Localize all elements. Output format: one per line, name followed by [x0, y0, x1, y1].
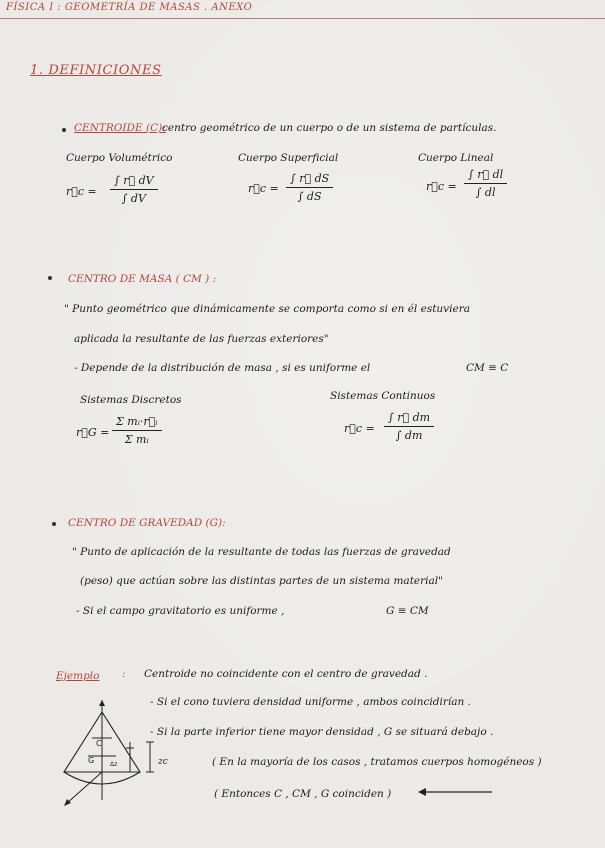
formula-denominator: ∫ dm: [395, 429, 423, 442]
cm-term: CENTRO DE MASA ( CM ) :: [68, 273, 217, 285]
linear-label: Cuerpo Lineal: [418, 152, 494, 164]
centroide-definition: centro geométrico de un cuerpo o de un sistema de partículas.: [162, 122, 497, 134]
cm-quote-line1: " Punto geométrico que dinámicamente se comporta como si en él estuviera: [64, 303, 470, 315]
rc-linear: r⃗c =: [426, 180, 457, 193]
formula-denominator: ∫ dl: [475, 186, 496, 199]
formula-numerator: ∫ r⃗ dS: [286, 172, 333, 188]
ejemplo-line1: - Si el cono tuviera densidad uniforme , ambos coincidirían .: [150, 696, 471, 708]
formula-discrete: [112, 415, 162, 446]
ejemplo-colon: :: [122, 668, 126, 680]
cg-quote-line1: " Punto de aplicación de la resultante de todas las fuerzas de gravedad: [72, 546, 451, 558]
formula-continuous: [384, 411, 434, 442]
bullet-dot: [52, 522, 56, 526]
arrow-up-icon: [99, 700, 105, 706]
bullet-dot: [62, 128, 66, 132]
formula-numerator: ∫ r⃗ dl: [464, 168, 507, 184]
formula-numerator: ∫ r⃗ dV: [110, 174, 158, 190]
arrow-left-icon: [418, 788, 426, 796]
cone-diagram: [58, 698, 208, 810]
rg-lhs: r⃗G =: [76, 426, 110, 439]
cone-c-text: C: [96, 739, 102, 748]
surface-label: Cuerpo Superficial: [238, 152, 339, 164]
zc-label: zc: [158, 757, 168, 767]
cm-depends: - Depende de la distribución de masa , si es uniforme el: [74, 362, 371, 374]
ejemplo-line4: ( Entonces C , CM , G coinciden ): [214, 788, 392, 800]
formula-numerator: Σ mᵢ·r⃗ᵢ: [112, 415, 162, 431]
cg-uniform: - Si el campo gravitatorio es uniforme ,: [76, 605, 285, 617]
cone-dz-text: Δz: [110, 761, 118, 768]
section-title: 1. DEFINICIONES: [30, 63, 162, 78]
rc-volumetric: r⃗c =: [66, 185, 97, 198]
ejemplo-label: Ejemplo: [56, 670, 100, 682]
bullet-dot: [48, 276, 52, 280]
ejemplo-line2: - Si la parte inferior tiene mayor densidad , G se situará debajo .: [150, 726, 494, 738]
page-header: [0, 0, 605, 19]
continuous-label: Sistemas Continuos: [330, 390, 436, 402]
formula-numerator: ∫ r⃗ dm: [384, 411, 434, 427]
ejemplo-line3: ( En la mayoría de los casos , tratamos cuerpos homogéneos ): [212, 756, 542, 768]
pointer-arrow: [416, 782, 496, 802]
rcm-lhs: r⃗c =: [344, 422, 375, 435]
cm-depends-equivalence: CM ≡ C: [466, 362, 509, 374]
centroide-term: CENTROIDE (C):: [74, 122, 166, 134]
ejemplo-title: Centroide no coincidente con el centro de gravedad .: [144, 668, 428, 680]
volumetric-label: Cuerpo Volumétrico: [66, 152, 173, 164]
formula-linear: [464, 168, 507, 199]
formula-surface: [286, 172, 333, 203]
formula-volumetric: [110, 174, 158, 205]
cg-term: CENTRO DE GRAVEDAD (G):: [68, 517, 226, 529]
formula-denominator: Σ mᵢ: [124, 433, 149, 446]
formula-denominator: ∫ dV: [121, 192, 146, 205]
rc-surface: r⃗c =: [248, 182, 279, 195]
cm-quote-line2: aplicada la resultante de las fuerzas exteriores": [74, 333, 329, 345]
header-title: FÍSICA I : GEOMETRÍA DE MASAS . ANEXO: [6, 2, 253, 13]
cg-quote-line2: (peso) que actúan sobre las distintas partes de un sistema material": [80, 575, 443, 587]
discrete-label: Sistemas Discretos: [80, 394, 182, 406]
cone-g-text: G: [88, 756, 95, 765]
formula-denominator: ∫ dS: [297, 190, 322, 203]
cg-uniform-equivalence: G ≡ CM: [386, 605, 429, 617]
